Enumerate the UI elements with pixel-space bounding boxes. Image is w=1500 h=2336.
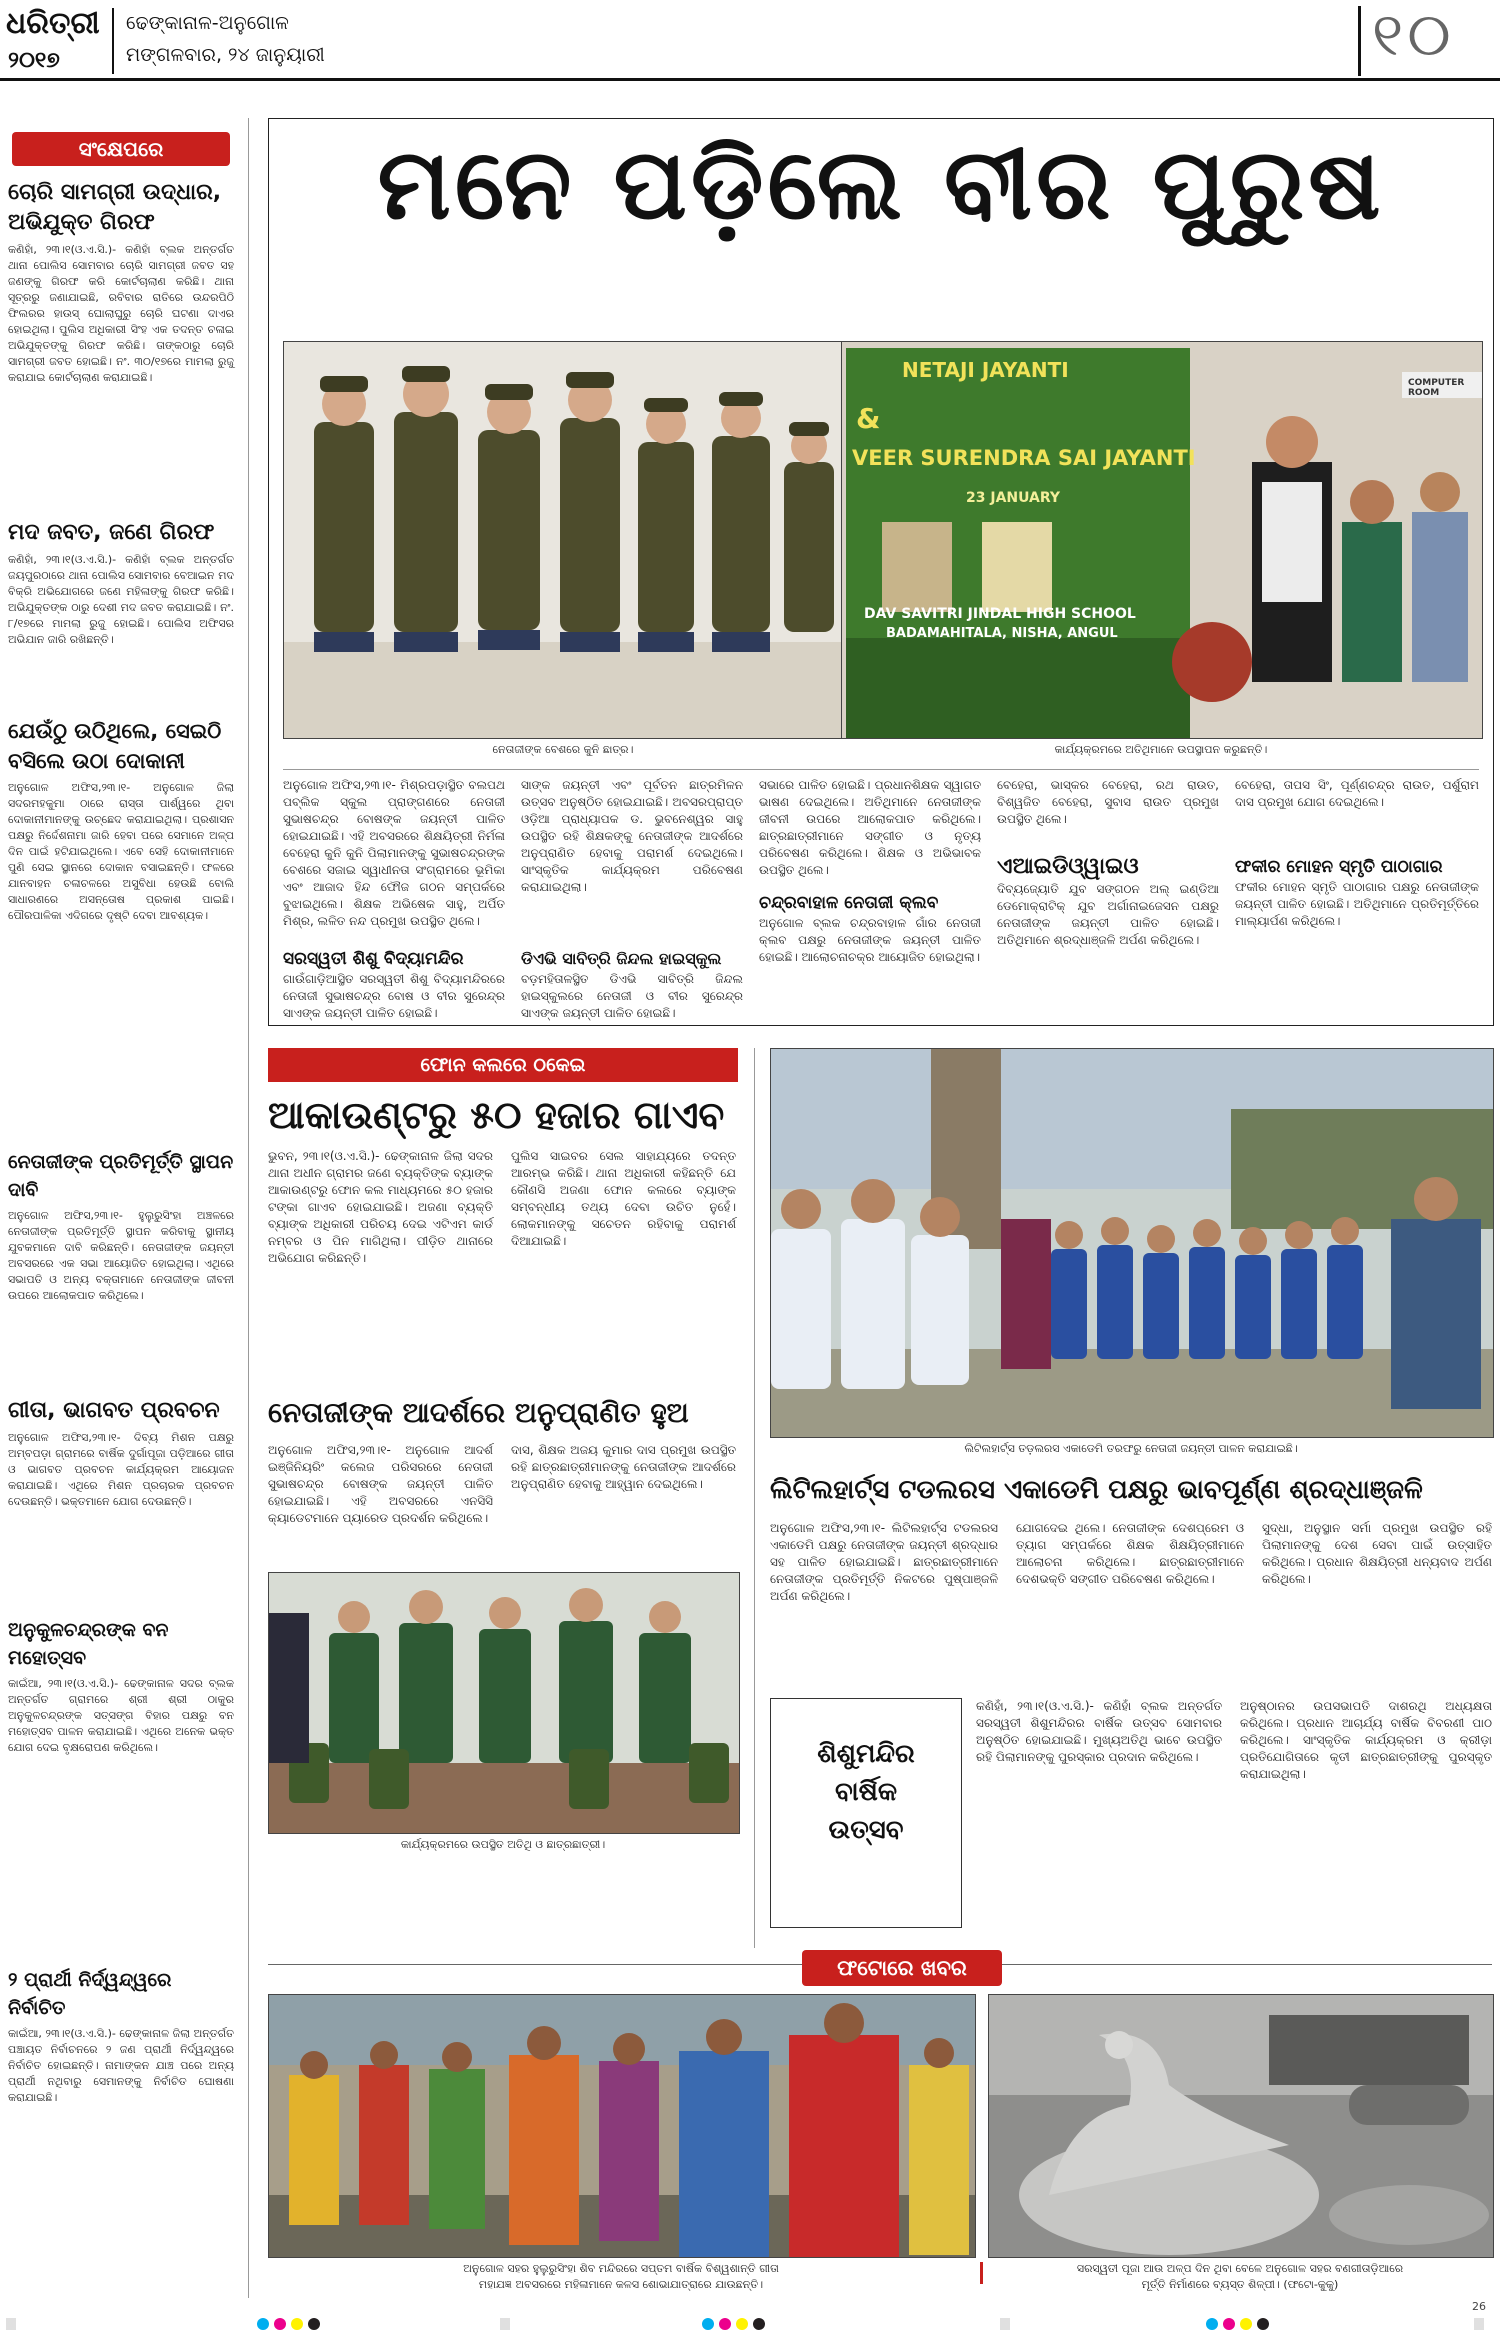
sidebar-headline: ଚୋରି ସାମଗ୍ରୀ ଉଦ୍ଧାର, ଅଭିଯୁକ୍ତ ଗିରଫ [8, 180, 222, 235]
lead-col-4-subhead: ଏଆଇଡିଓ୍ୱାଇଓ [997, 854, 1139, 879]
lead-col-1-subhead: ସରସ୍ୱତୀ ଶିଶୁ ବିଦ୍ୟାମନ୍ଦିର [283, 949, 464, 969]
shishu-mandir-headline-1: ଶିଶୁମନ୍ଦିର [817, 1739, 915, 1769]
page-number: ୧୦ [1372, 0, 1455, 70]
lead-col-3-body: ସଭାରେ ପାଳିତ ହୋଇଛି। ପ୍ରଧାନଶିକ୍ଷକ ସ୍ୱାଗତ ଭାଷଣ ଦେଇଥିଲେ। ଅତିଥିମାନେ ନେତାଜୀଙ୍କ ଜୀବନୀ ଉପରେ ଆଲୋକପାତ କରିଥିଲେ। ଛାତ୍ରଛାତ୍ରୀମାନେ ସଙ୍ଗୀତ ଓ ନୃତ୍ୟ ପରିବେଷଣ କରିଥିଲେ। ଶିକ୍ଷକ ଓ ଅଭିଭାବକ ଉପସ୍ଥିତ ଥିଲେ। [759, 778, 981, 877]
netaji-inspired-story [268, 1392, 738, 1952]
idol-making-photo [988, 1994, 1494, 2258]
banner-line1: NETAJI JAYANTI [902, 358, 1069, 382]
lead-col-3-subhead: ଚନ୍ଦ୍ରବାହାଳ ନେତାଜୀ କ୍ଲବ [759, 893, 939, 913]
masthead [0, 0, 1500, 80]
masthead-region: ଢେଙ୍କାନାଳ-ଅନୁଗୋଳ [126, 12, 289, 34]
masthead-date: ମଙ୍ଗଳବାର, ୨୪ ଜାନୁୟାରୀ [126, 44, 325, 66]
netaji-kids-caption: ନେତାଜୀଙ୍କ ବେଶରେ କୁନି ଛାତ୍ର। [492, 743, 634, 756]
shishu-mandir-headline-3: ଉତ୍ସବ [828, 1815, 904, 1845]
banner-amp: & [856, 402, 881, 435]
jayanti-banner-photo [841, 341, 1483, 739]
lead-col-5-subbody: ଫକୀର ମୋହନ ସ୍ମୃତି ପାଠାଗାର ପକ୍ଷରୁ ନେତାଜୀଙ୍କ ଜୟନ୍ତୀ ପାଳିତ ହୋଇଛି। ଅତିଥିମାନେ ପ୍ରତିମୂର୍ତ୍ତିରେ ମାଲ୍ୟାର୍ପଣ କରିଥିଲେ। [1235, 880, 1479, 928]
shishu-mandir-body-1: କଣିହାଁ, ୨୩।୧(ଓ.ଏ.ସି.)- କଣିହାଁ ବ୍ଲକ ଅନ୍ତର୍ଗତ ସରସ୍ୱତୀ ଶିଶୁମନ୍ଦିରର ବାର୍ଷିକ ଉତ୍ସବ ସୋମବାର ଅନୁଷ୍ଠିତ ହୋଇଯାଇଛି। ମୁଖ୍ୟଅତିଥି ଭାବେ ଉପସ୍ଥିତ ରହି ପିଲାମାନଙ୍କୁ ପୁରସ୍କାର ପ୍ରଦାନ କରିଥିଲେ। [976, 1699, 1222, 1764]
lead-col-3 [759, 777, 981, 1013]
sidebar-item [8, 178, 234, 516]
shishu-mandir-headline-box [770, 1698, 962, 1928]
lead-col-5-body: ବେହେରା, ତାପସ ସିଂ, ପୂର୍ଣ୍ଣଚନ୍ଦ୍ର ରାଉତ, ପର୍ଶୁରାମ ଦାସ ପ୍ରମୁଖ ଯୋଗ ଦେଇଥିଲେ। [1235, 778, 1479, 809]
netaji-inspired-body-1: ଅନୁଗୋଳ ଅଫିସ,୨୩।୧- ଅନୁଗୋଳ ଆଦର୍ଶ ଇଞ୍ଜିନିୟରିଂ କଲେଜ ପରିସରରେ ନେତାଜୀ ସୁଭାଷଚନ୍ଦ୍ର ବୋଷଙ୍କ ଜୟନ୍ତୀ ପାଳିତ ହୋଇଯାଇଛି। ଏହି ଅବସରରେ ଏନସିସି କ୍ୟାଡେଟମାନେ ପ୍ୟାରେଡ ପ୍ରଦର୍ଶନ କରିଥିଲେ। [268, 1443, 493, 1525]
sidebar-body: ଅନୁଗୋଳ ଅଫିସ,୨୩।୧- ହୁଲୁରୁସିଂହା ଅଞ୍ଚଳରେ ନେତାଜୀଙ୍କ ପ୍ରତିମୂର୍ତ୍ତି ସ୍ଥାପନ କରିବାକୁ ସ୍ଥାନୀୟ ଯୁବକମାନେ ଦାବି କରିଛନ୍ତି। ନେତାଜୀଙ୍କ ଜୟନ୍ତୀ ଅବସରରେ ଏକ ସଭା ଆୟୋଜିତ ହୋଇଥିଲା। ଏଥିରେ ସଭାପତି ଓ ଅନ୍ୟ ବକ୍ତାମାନେ ନେତାଜୀଙ୍କ ଜୀବନୀ ଉପରେ ଆଲୋକପାତ କରିଥିଲେ। [8, 1209, 234, 1302]
lead-col-2-subbody: ବଡ଼ମହିତାଳସ୍ଥିତ ଡିଏଭି ସାବିତ୍ରି ଜିନ୍ଦଲ ହାଇସ୍କୁଲରେ ନେତାଜୀ ଓ ବୀର ସୁରେନ୍ଦ୍ର ସାଏଙ୍କ ଜୟନ୍ତୀ ପାଳିତ ହୋଇଛି। [521, 972, 743, 1020]
phone-fraud-body-2: ପୁଲିସ ସାଇବର ସେଲ ସାହାଯ୍ୟରେ ତଦନ୍ତ ଆରମ୍ଭ କରିଛି। ଥାନା ଅଧିକାରୀ କହିଛନ୍ତି ଯେ କୌଣସି ଅଜଣା ଫୋନ କଲରେ ବ୍ୟାଙ୍କ ସମ୍ବନ୍ଧୀୟ ତଥ୍ୟ ଦେବା ଉଚିତ ନୁହେଁ। ଲୋକମାନଙ୍କୁ ସଚେତନ ରହିବାକୁ ପରାମର୍ଶ ଦିଆଯାଇଛି। [511, 1149, 736, 1248]
littlehearts-story [770, 1466, 1492, 1676]
phone-fraud-story [268, 1048, 738, 1388]
lead-col-1-body: ଅନୁଗୋଳ ଅଫିସ,୨୩।୧- ମିଶ୍ରପଡ଼ାସ୍ଥିତ ବଲପଥ ପବ୍ଲିକ ସ୍କୁଲ ପ୍ରାଙ୍ଗଣରେ ନେତାଜୀ ସୁଭାଷଚନ୍ଦ୍ର ବୋଷଙ୍କ ଜୟନ୍ତୀ ପାଳିତ ହୋଇଯାଇଛି। ଏହି ଅବସରରେ ଶିକ୍ଷୟିତ୍ରୀ ନିର୍ମଳା ବେହେରା କୁନି କୁନି ପିଲାମାନଙ୍କୁ ସୁଭାଷଚନ୍ଦ୍ରଙ୍କ ବେଶରେ ସଜାଇ ସ୍ୱାଧୀନତା ସଂଗ୍ରାମରେ ଭୂମିକା ଏବଂ ଆଜାଦ ହିନ୍ଦ ଫୌଜ ଗଠନ ସମ୍ପର୍କରେ ବୁଝାଇଥିଲେ। ଶିକ୍ଷକ ଅଭିଷେକ ସାହୁ, ଅର୍ପିତ ମିଶ୍ର, ଲଳିତ ନନ୍ଦ ପ୍ରମୁଖ ଉପସ୍ଥିତ ଥିଲେ। [283, 778, 505, 928]
lead-col-5 [1235, 777, 1479, 1013]
phone-fraud-body-1: ଭୁବନ, ୨୩।୧(ଓ.ଏ.ସି.)- ଢେଙ୍କାନାଳ ଜିଲା ସଦର ଥାନା ଅଧୀନ ଗ୍ରାମର ଜଣେ ବ୍ୟକ୍ତିଙ୍କ ବ୍ୟାଙ୍କ ଆକାଉଣ୍ଟରୁ ଫୋନ କଲ ମାଧ୍ୟମରେ ୫୦ ହଜାର ଟଙ୍କା ଗାଏବ ହୋଇଯାଇଛି। ଅଜଣା ବ୍ୟକ୍ତି ବ୍ୟାଙ୍କ ଅଧିକାରୀ ପରିଚୟ ଦେଇ ଏଟିଏମ କାର୍ଡ ନମ୍ବର ଓ ପିନ ମାଗିଥିଲା। ପୀଡ଼ିତ ଥାନାରେ ଅଭିଯୋଗ କରିଛନ୍ତି। [268, 1149, 493, 1265]
sidebar-body: ଅନୁଗୋଳ ଅଫିସ,୨୩।୧- ଅନୁଗୋଳ ଜିଲା ସଦରମହକୁମା ଠାରେ ରାସ୍ତା ପାର୍ଶ୍ୱରେ ଥିବା ଦୋକାନୀମାନଙ୍କୁ ଉଚ୍ଛେଦ କରାଯାଇଥିଲା। ପ୍ରଶାସନ ପକ୍ଷରୁ ନିର୍ଦ୍ଦେଶନାମା ଜାରି ହେବା ପରେ ସେମାନେ ଅଳ୍ପ ଦିନ ପାଇଁ ହଟିଯାଇଥିଲେ। ଏବେ ସେହି ଦୋକାନୀମାନେ ପୁଣି ସେଇ ସ୍ଥାନରେ ଦୋକାନ ବସାଇଛନ୍ତି। ଫଳରେ ଯାନବାହନ ଚଳାଚଳରେ ଅସୁବିଧା ହେଉଛି ବୋଲି ସାଧାରଣରେ ଅସନ୍ତୋଷ ପ୍ରକାଶ ପାଇଛି। ପୌରପାଳିକା ଏଦିଗରେ ଦୃଷ୍ଟି ଦେବା ଆବଶ୍ୟକ। [8, 781, 234, 922]
lead-col-4-body: ବେହେରା, ଭାସ୍କର ବେହେରା, ରଥ ରାଉତ, ବିଶ୍ୱଜିତ ବେହେରା, ସୁବାସ ରାଉତ ପ୍ରମୁଖ ଉପସ୍ଥିତ ଥିଲେ। [997, 778, 1219, 826]
sidebar-item [8, 1616, 234, 1976]
room-sign: COMPUTER ROOM [1408, 378, 1465, 398]
sidebar-headline: ୨ ପ୍ରାର୍ଥୀ ନିର୍ଦ୍ୱନ୍ଦ୍ୱରେ ନିର୍ବାଚିତ [8, 1969, 172, 2019]
sidebar-headline: ଯେଉଁଠୁ ଉଠିଥିଲେ, ସେଇଠି ବସିଲେ ଉଠା ଦୋକାନୀ [8, 719, 222, 773]
sidebar [0, 118, 240, 2298]
idol-caption-2: ମୂର୍ତ୍ତି ନିର୍ମାଣରେ ବ୍ୟସ୍ତ ଶିଳ୍ପୀ। (ଫଟୋ-କୁକୁ) [1141, 2278, 1339, 2291]
lead-col-4-subbody: ଦିବ୍ୟଜ୍ୟୋତି ଯୁବ ସଙ୍ଗଠନ ଅଲ୍ ଇଣ୍ଡିଆ ଡେମୋକ୍ରାଟିକ୍ ଯୁବ ଅର୍ଗାନାଇଜେସନ ପକ୍ଷରୁ ନେତାଜୀଙ୍କ ଜୟନ୍ତୀ ପାଳିତ ହୋଇଛି। ଅତିଥିମାନେ ଶ୍ରଦ୍ଧାଞ୍ଜଳି ଅର୍ପଣ କରିଥିଲେ। [997, 882, 1219, 947]
lead-col-1-subbody: ଗାଉଁଗାଡ଼ିଆସ୍ଥିତ ସରସ୍ୱତୀ ଶିଶୁ ବିଦ୍ୟାମନ୍ଦିରରେ ନେତାଜୀ ସୁଭାଷଚନ୍ଦ୍ର ବୋଷ ଓ ବୀର ସୁରେନ୍ଦ୍ର ସାଏଙ୍କ ଜୟନ୍ତୀ ପାଳିତ ହୋଇଛି। [283, 972, 505, 1020]
netaji-inspired-headline: ନେତାଜୀଙ୍କ ଆଦର୍ଶରେ ଅନୁପ୍ରାଣିତ ହୁଅ [268, 1396, 689, 1429]
ncc-cadets-photo [268, 1572, 740, 1834]
idol-caption-1: ସରସ୍ୱତୀ ପୂଜା ଆଉ ଅଳ୍ପ ଦିନ ଥିବା ବେଳେ ଅନୁଗୋଳ ସହର ବଣଗୀତାଡ଼ିଆରେ [1076, 2262, 1404, 2275]
sidebar-item [8, 518, 234, 728]
littlehearts-body-2: ଯୋଗଦେଇ ଥିଲେ। ନେତାଜୀଙ୍କ ଦେଶପ୍ରେମ ଓ ତ୍ୟାଗ ସମ୍ପର୍କରେ ଶିକ୍ଷକ ଶିକ୍ଷୟିତ୍ରୀମାନେ ଆଲୋଚନା କରିଥିଲେ। ଛାତ୍ରଛାତ୍ରୀମାନେ ଦେଶଭକ୍ତି ସଙ୍ଗୀତ ପରିବେଷଣ କରିଥିଲେ। [1016, 1521, 1244, 1586]
banner-date: 23 JANUARY [966, 490, 1061, 506]
ncc-cadets-caption: କାର୍ଯ୍ୟକ୍ରମରେ ଉପସ୍ଥିତ ଅତିଥି ଓ ଛାତ୍ରଛାତ୍ରୀ। [400, 1838, 606, 1851]
banner-line2: VEER SURENDRA SAI JAYANTI [852, 446, 1196, 470]
school-kids-photo [770, 1048, 1494, 1438]
page-code: 26 [1472, 2300, 1486, 2313]
masthead-year: ୨୦୧୭ [8, 48, 60, 73]
sidebar-body: ଅନୁଗୋଳ ଅଫିସ,୨୩।୧- ଦିବ୍ୟ ମିଶନ ପକ୍ଷରୁ ଅମ୍ବପଡ଼ା ଗ୍ରାମରେ ବାର୍ଷିକ ଦୁର୍ଗାପୂଜା ପଡ଼ିଆରେ ଗୀତା ଓ ଭାଗବତ ପ୍ରବଚନ କାର୍ଯ୍ୟକ୍ରମ ଆୟୋଜନ କରାଯାଇଛି। ଏଥିରେ ମିଶନ ପ୍ରଚାରକ ପ୍ରବଚନ ଦେଉଛନ୍ତି। ଭକ୍ତମାନେ ଯୋଗ ଦେଉଛନ୍ତି। [8, 1431, 234, 1508]
lead-col-5-subhead: ଫକୀର ମୋହନ ସ୍ମୃତି ପାଠାଗାର [1235, 857, 1443, 877]
jayanti-banner-caption: କାର୍ଯ୍ୟକ୍ରମରେ ଅତିଥିମାନେ ଉପସ୍ଥାପନ କରୁଛନ୍ତି। [1054, 743, 1268, 756]
banner-place: BADAMAHITALA, NISHA, ANGUL [886, 626, 1118, 641]
sidebar-item [8, 716, 234, 1150]
lead-col-3-subbody: ଅନୁଗୋଳ ବ୍ଲକ ଚନ୍ଦ୍ରବାହାଳ ଗାଁର ନେତାଜୀ କ୍ଲବ ପକ୍ଷରୁ ନେତାଜୀଙ୍କ ଜୟନ୍ତୀ ପାଳିତ ହୋଇଛି। ଆଲୋଚନାଚକ୍ର ଆୟୋଜିତ ହୋଇଥିଲା। [759, 916, 981, 964]
sidebar-item [8, 1966, 234, 2186]
kalash-caption-1: ଅନୁଗୋଳ ସହର ହୁଲୁରୁସିଂହା ଶିବ ମନ୍ଦିରରେ ସପ୍ତମ ବାର୍ଷିକ ବିଶ୍ୱଶାନ୍ତି ଗୀତା [463, 2262, 779, 2275]
lead-col-2-subhead: ଡିଏଭି ସାବିତ୍ରି ଜିନ୍ଦଲ ହାଇସ୍କୁଲ [521, 949, 722, 968]
sidebar-headline: ଗୀତା, ଭାଗବତ ପ୍ରବଚନ [8, 1398, 220, 1423]
littlehearts-body-3: ସୁଦ୍ଧା, ଅନୁସ୍ଥାନ ସର୍ମା ପ୍ରମୁଖ ଉପସ୍ଥିତ ରହି ପିଲାମାନଙ୍କୁ ଦେଶ ସେବା ପାଇଁ ଉତ୍ସାହିତ କରିଥିଲେ। ପ୍ରଧାନ ଶିକ୍ଷୟିତ୍ରୀ ଧନ୍ୟବାଦ ଅର୍ପଣ କରିଥିଲେ। [1262, 1521, 1492, 1586]
sidebar-body: କଣିହାଁ, ୨୩।୧(ଓ.ଏ.ସି.)- କଣିହାଁ ବ୍ଲକ ଅନ୍ତର୍ଗତ ଜୟପୁରଠାରେ ଥାନା ପୋଲିସ ସୋମବାର ବେଆଇନ ମଦ ବିକ୍ରି ଅଭିଯୋଗରେ ଜଣେ ମହିଳାଙ୍କୁ ଗିରଫ କରିଛି। ଅଭିଯୁକ୍ତଙ୍କ ଠାରୁ ଦେଶୀ ମଦ ଜବତ କରାଯାଇଛି। ନଂ. ୮/୧୭ରେ ମାମଲା ରୁଜୁ ହୋଇଛି। ପୋଲିସ ଅଫିସର ଅଭିଯାନ ଜାରି ରଖିଛନ୍ତି। [8, 553, 234, 646]
sidebar-headline: ନେତାଜୀଙ୍କ ପ୍ରତିମୂର୍ତ୍ତି ସ୍ଥାପନ ଦାବି [8, 1151, 234, 1201]
school-kids-caption: ଲିଟିଲହାର୍ଟ୍ସ ତଡ଼ଲରସ ଏକାଡେମି ତରଫରୁ ନେତାଜୀ ଜୟନ୍ତୀ ପାଳନ କରାଯାଇଛି। [964, 1442, 1298, 1455]
shishu-mandir-headline-2: ବାର୍ଷିକ [834, 1777, 898, 1807]
kalash-procession-photo [268, 1994, 976, 2258]
sidebar-body: କାଇଁଆ, ୨୩।୧(ଓ.ଏ.ସି.)- ଢେଙ୍କାନାଳ ସଦର ବ୍ଲକ ଅନ୍ତର୍ଗତ ଗ୍ରାମରେ ଶ୍ରୀ ଶ୍ରୀ ଠାକୁର ଅନୁକୁଳଚନ୍ଦ୍ରଙ୍କ ସତ୍ସଙ୍ଗ ବିହାର ପକ୍ଷରୁ ବନ ମହୋତ୍ସବ ପାଳନ କରାଯାଇଛି। ଏଥିରେ ଅନେକ ଭକ୍ତ ଯୋଗ ଦେଇ ବୃକ୍ଷରୋପଣ କରିଥିଲେ। [8, 1677, 234, 1754]
lead-story [268, 118, 1494, 1026]
sidebar-tag: ସଂକ୍ଷେପରେ [12, 132, 230, 166]
netaji-kids-photo [283, 341, 845, 739]
lead-col-2-body: ସାଙ୍କ ଜୟନ୍ତୀ ଏବଂ ପୂର୍ବତନ ଛାତ୍ରମିଳନ ଉତ୍ସବ ଅନୁଷ୍ଠିତ ହୋଇଯାଇଛି। ଅବସରପ୍ରାପ୍ତ ଓଡ଼ିଆ ପ୍ରାଧ୍ୟାପକ ଡ. ଭୁବନେଶ୍ୱର ସାହୁ ଉପସ୍ଥିତ ରହି ଶିକ୍ଷକଙ୍କୁ ନେତାଜୀଙ୍କ ଆଦର୍ଶରେ ଅନୁପ୍ରାଣିତ ହେବାକୁ ପରାମର୍ଶ ଦେଇଥିଲେ। ସାଂସ୍କୃତିକ କାର୍ଯ୍ୟକ୍ରମ ପରିବେଷଣ କରାଯାଇଥିଲା। [521, 778, 743, 894]
shishu-mandir-body-2: ଅନୁଷ୍ଠାନର ଉପସଭାପତି ଦାଶରଥି ଅଧ୍ୟକ୍ଷତା କରିଥିଲେ। ପ୍ରଧାନ ଆଚାର୍ଯ୍ୟ ବାର୍ଷିକ ବିବରଣୀ ପାଠ କରିଥିଲେ। ସାଂସ୍କୃତିକ କାର୍ଯ୍ୟକ୍ରମ ଓ କ୍ରୀଡ଼ା ପ୍ରତିଯୋଗିତାରେ କୃତୀ ଛାତ୍ରଛାତ୍ରୀଙ୍କୁ ପୁରସ୍କୃତ କରାଯାଇଥିଲା। [1240, 1699, 1492, 1781]
lead-headline: ମନେ ପଡ଼ିଲେ ବୀର ପୁରୁଷ [377, 128, 1385, 242]
sidebar-body: କଣିହାଁ, ୨୩।୧(ଓ.ଏ.ସି.)- କଣିହାଁ ବ୍ଲକ ଅନ୍ତର୍ଗତ ଥାନା ପୋଲିସ ସୋମବାର ଚୋରି ସାମଗ୍ରୀ ଜବତ ସହ ଜଣଙ୍କୁ ଗିରଫ କରି କୋର୍ଟଚାଲାଣ କରିଛି। ଥାନା ସୂତ୍ରରୁ ଜଣାଯାଇଛି, ରବିବାର ରାତିରେ ଉନ୍ଦରପିଠି ଫିଲରର ହାଉସ୍ ଘୋଲାଘୁରୁ ଚୋରି ଘଟଣା ଦାଏର ହୋଇଥିଲା। ପୁଲିସ ଅଧିକାରୀ ସିଂହ ଏକ ତଦନ୍ତ ଚଳାଇ ଅଭିଯୁକ୍ତଙ୍କୁ ଗିରଫ କରିଛି। ତାଙ୍କଠାରୁ ଚୋରି ସାମଗ୍ରୀ ଜବତ ହୋଇଛି। ନଂ. ୩୦/୧୭ରେ ମାମଲା ରୁଜୁ କରାଯାଇ କୋର୍ଟଚାଲାଣ କରାଯାଇଛି। [8, 243, 234, 384]
littlehearts-headline: ଲିଟିଲହାର୍ଟ୍ସ ଟଡଲରସ ଏକାଡେମି ପକ୍ଷରୁ ଭାବପୂର୍ଣ୍ଣ ଶ୍ରଦ୍ଧାଞ୍ଜଳି [770, 1475, 1423, 1505]
sidebar-item [8, 1148, 234, 1416]
sidebar-headline: ଅନୁକୁଳଚନ୍ଦ୍ରଙ୍କ ବନ ମହୋତ୍ସବ [8, 1619, 169, 1669]
masthead-logo: ଧରିତ୍ରୀ [6, 6, 100, 41]
sidebar-item [8, 1396, 234, 1606]
littlehearts-body-1: ଅନୁଗୋଳ ଅଫିସ,୨୩।୧- ଲିଟିଲହାର୍ଟ୍ସ ଟଡଲରସ ଏକାଡେମି ପକ୍ଷରୁ ନେତାଜୀଙ୍କ ଜୟନ୍ତୀ ଶ୍ରଦ୍ଧାର ସହ ପାଳିତ ହୋଇଯାଇଛି। ଛାତ୍ରଛାତ୍ରୀମାନେ ନେତାଜୀଙ୍କ ପ୍ରତିମୂର୍ତ୍ତି ନିକଟରେ ପୁଷ୍ପାଞ୍ଜଳି ଅର୍ପଣ କରିଥିଲେ। [770, 1521, 998, 1603]
lead-col-1 [283, 777, 505, 1020]
lead-col-2 [521, 777, 743, 1020]
shishu-mandir-story [770, 1694, 1492, 1936]
footer [0, 2300, 1500, 2335]
sidebar-headline: ମଦ ଜବତ, ଜଣେ ଗିରଫ [8, 520, 215, 545]
photo-news-tag: ଫଟୋରେ ଖବର [802, 1950, 1002, 1986]
phone-fraud-tag: ଫୋନ କଲରେ ଠକେଇ [268, 1048, 738, 1082]
sidebar-body: କାଇଁଆ, ୨୩।୧(ଓ.ଏ.ସି.)- ଢେଙ୍କାନାଳ ଜିଲା ଅନ୍ତର୍ଗତ ପଞ୍ଚାୟତ ନିର୍ବାଚନରେ ୨ ଜଣ ପ୍ରାର୍ଥୀ ନିର୍ଦ୍ୱନ୍ଦ୍ୱରେ ନିର୍ବାଚିତ ହୋଇଛନ୍ତି। ନାମାଙ୍କନ ଯାଞ୍ଚ ପରେ ଅନ୍ୟ ପ୍ରାର୍ଥୀ ନଥିବାରୁ ସେମାନଙ୍କୁ ନିର୍ବାଚିତ ଘୋଷଣା କରାଯାଇଛି। [8, 2027, 234, 2104]
phone-fraud-headline: ଆକାଉଣ୍ଟରୁ ୫୦ ହଜାର ଗାଏବ [268, 1093, 725, 1137]
netaji-inspired-body-2: ଦାସ, ଶିକ୍ଷକ ଅଜୟ କୁମାର ଦାସ ପ୍ରମୁଖ ଉପସ୍ଥିତ ରହି ଛାତ୍ରଛାତ୍ରୀମାନଙ୍କୁ ନେତାଜୀଙ୍କ ଆଦର୍ଶରେ ଅନୁପ୍ରାଣିତ ହେବାକୁ ଆହ୍ୱାନ ଦେଇଥିଲେ। [511, 1443, 736, 1491]
banner-school: DAV SAVITRI JINDAL HIGH SCHOOL [864, 606, 1136, 622]
lead-col-4 [997, 777, 1219, 1013]
kalash-caption-2: ମହାଯଜ୍ଞ ଅବସରରେ ମହିଳାମାନେ କଳସ ଶୋଭାଯାତ୍ରାରେ ଯାଉଛନ୍ତି। [478, 2278, 764, 2291]
color-registration-marks [0, 2316, 1500, 2332]
